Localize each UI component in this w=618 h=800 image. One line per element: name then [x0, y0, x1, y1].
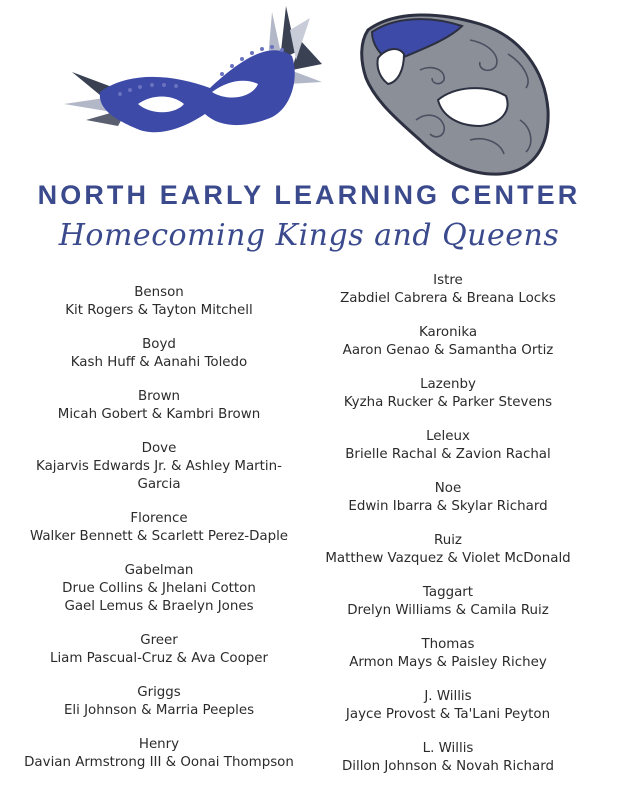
couple-names: Zabdiel Cabrera & Breana Locks [340, 291, 556, 306]
teacher-name: Gabelman [124, 563, 194, 578]
couple-names: Brielle Rachal & Zavion Rachal [345, 447, 551, 462]
couple-names: Liam Pascual-Cruz & Ava Cooper [49, 651, 268, 666]
couple-names: Walker Bennett & Scarlett Perez-Daple [29, 529, 289, 544]
couple-names: Micah Gobert & Kambri Brown [57, 407, 261, 422]
right-column [318, 272, 578, 792]
page-title: NORTH EARLY LEARNING CENTER [37, 180, 581, 210]
list-item [318, 324, 578, 360]
teacher-name: Greer [140, 633, 178, 648]
teacher-name: L. Willis [422, 741, 474, 756]
list-item [318, 272, 578, 308]
list-item [318, 376, 578, 412]
couple-names: Kajarvis Edwards Jr. & Ashley Martin-Garcia [36, 459, 282, 492]
teacher-name: Leleux [426, 429, 470, 444]
list-item [24, 684, 294, 720]
couple-names: Matthew Vazquez & Violet McDonald [325, 551, 571, 566]
list-item [318, 428, 578, 464]
list-item [318, 688, 578, 724]
page-subtitle: Homecoming Kings and Queens [58, 218, 560, 253]
list-item [24, 510, 294, 546]
teacher-name: Lazenby [420, 377, 476, 392]
teacher-name: Dove [141, 441, 177, 456]
list-item [24, 632, 294, 668]
teacher-name: Boyd [142, 337, 176, 352]
couple-names: Jayce Provost & Ta'Lani Peyton [345, 707, 551, 722]
couple-names: Kit Rogers & Tayton Mitchell [65, 303, 253, 318]
couple-names: Gael Lemus & Braelyn Jones [64, 599, 254, 614]
couple-names: Armon Mays & Paisley Richey [349, 655, 547, 670]
teacher-name: Brown [137, 389, 181, 404]
list-item [24, 736, 294, 772]
blue-masquerade-mask-icon [64, 6, 322, 132]
list-item [318, 480, 578, 516]
teacher-name: Griggs [137, 685, 181, 700]
teacher-name: Noe [434, 481, 462, 496]
teacher-name: Istre [433, 273, 463, 288]
list-item [24, 562, 294, 616]
list-item [318, 636, 578, 672]
teacher-name: Florence [130, 511, 188, 526]
couple-names: Davian Armstrong III & Oonai Thompson [24, 755, 294, 770]
couple-names: Eli Johnson & Marria Peeples [63, 703, 255, 718]
couple-names: Drue Collins & Jhelani Cotton [62, 581, 256, 596]
couple-names: Drelyn Williams & Camila Ruiz [347, 603, 549, 618]
teacher-name: Ruiz [434, 533, 462, 548]
list-item [24, 388, 294, 424]
silver-masquerade-mask-icon [362, 15, 548, 174]
teacher-name: Henry [138, 737, 180, 752]
couple-names: Dillon Johnson & Novah Richard [341, 759, 555, 774]
couple-names: Edwin Ibarra & Skylar Richard [348, 499, 548, 514]
teacher-name: Benson [134, 285, 184, 300]
left-column [24, 284, 294, 788]
list-item [318, 584, 578, 620]
teacher-name: Taggart [422, 585, 474, 600]
list-item [24, 440, 294, 494]
couple-names: Kyzha Rucker & Parker Stevens [343, 395, 553, 410]
list-item [318, 740, 578, 776]
masquerade-masks-illustration [0, 0, 618, 182]
list-item [24, 284, 294, 320]
teacher-name: Thomas [421, 637, 475, 652]
couple-names: Kash Huff & Aanahi Toledo [70, 355, 248, 370]
teacher-name: Karonika [418, 325, 478, 340]
teacher-name: J. Willis [424, 689, 472, 704]
list-item [318, 532, 578, 568]
list-item [24, 336, 294, 372]
couple-names: Aaron Genao & Samantha Ortiz [342, 343, 554, 358]
